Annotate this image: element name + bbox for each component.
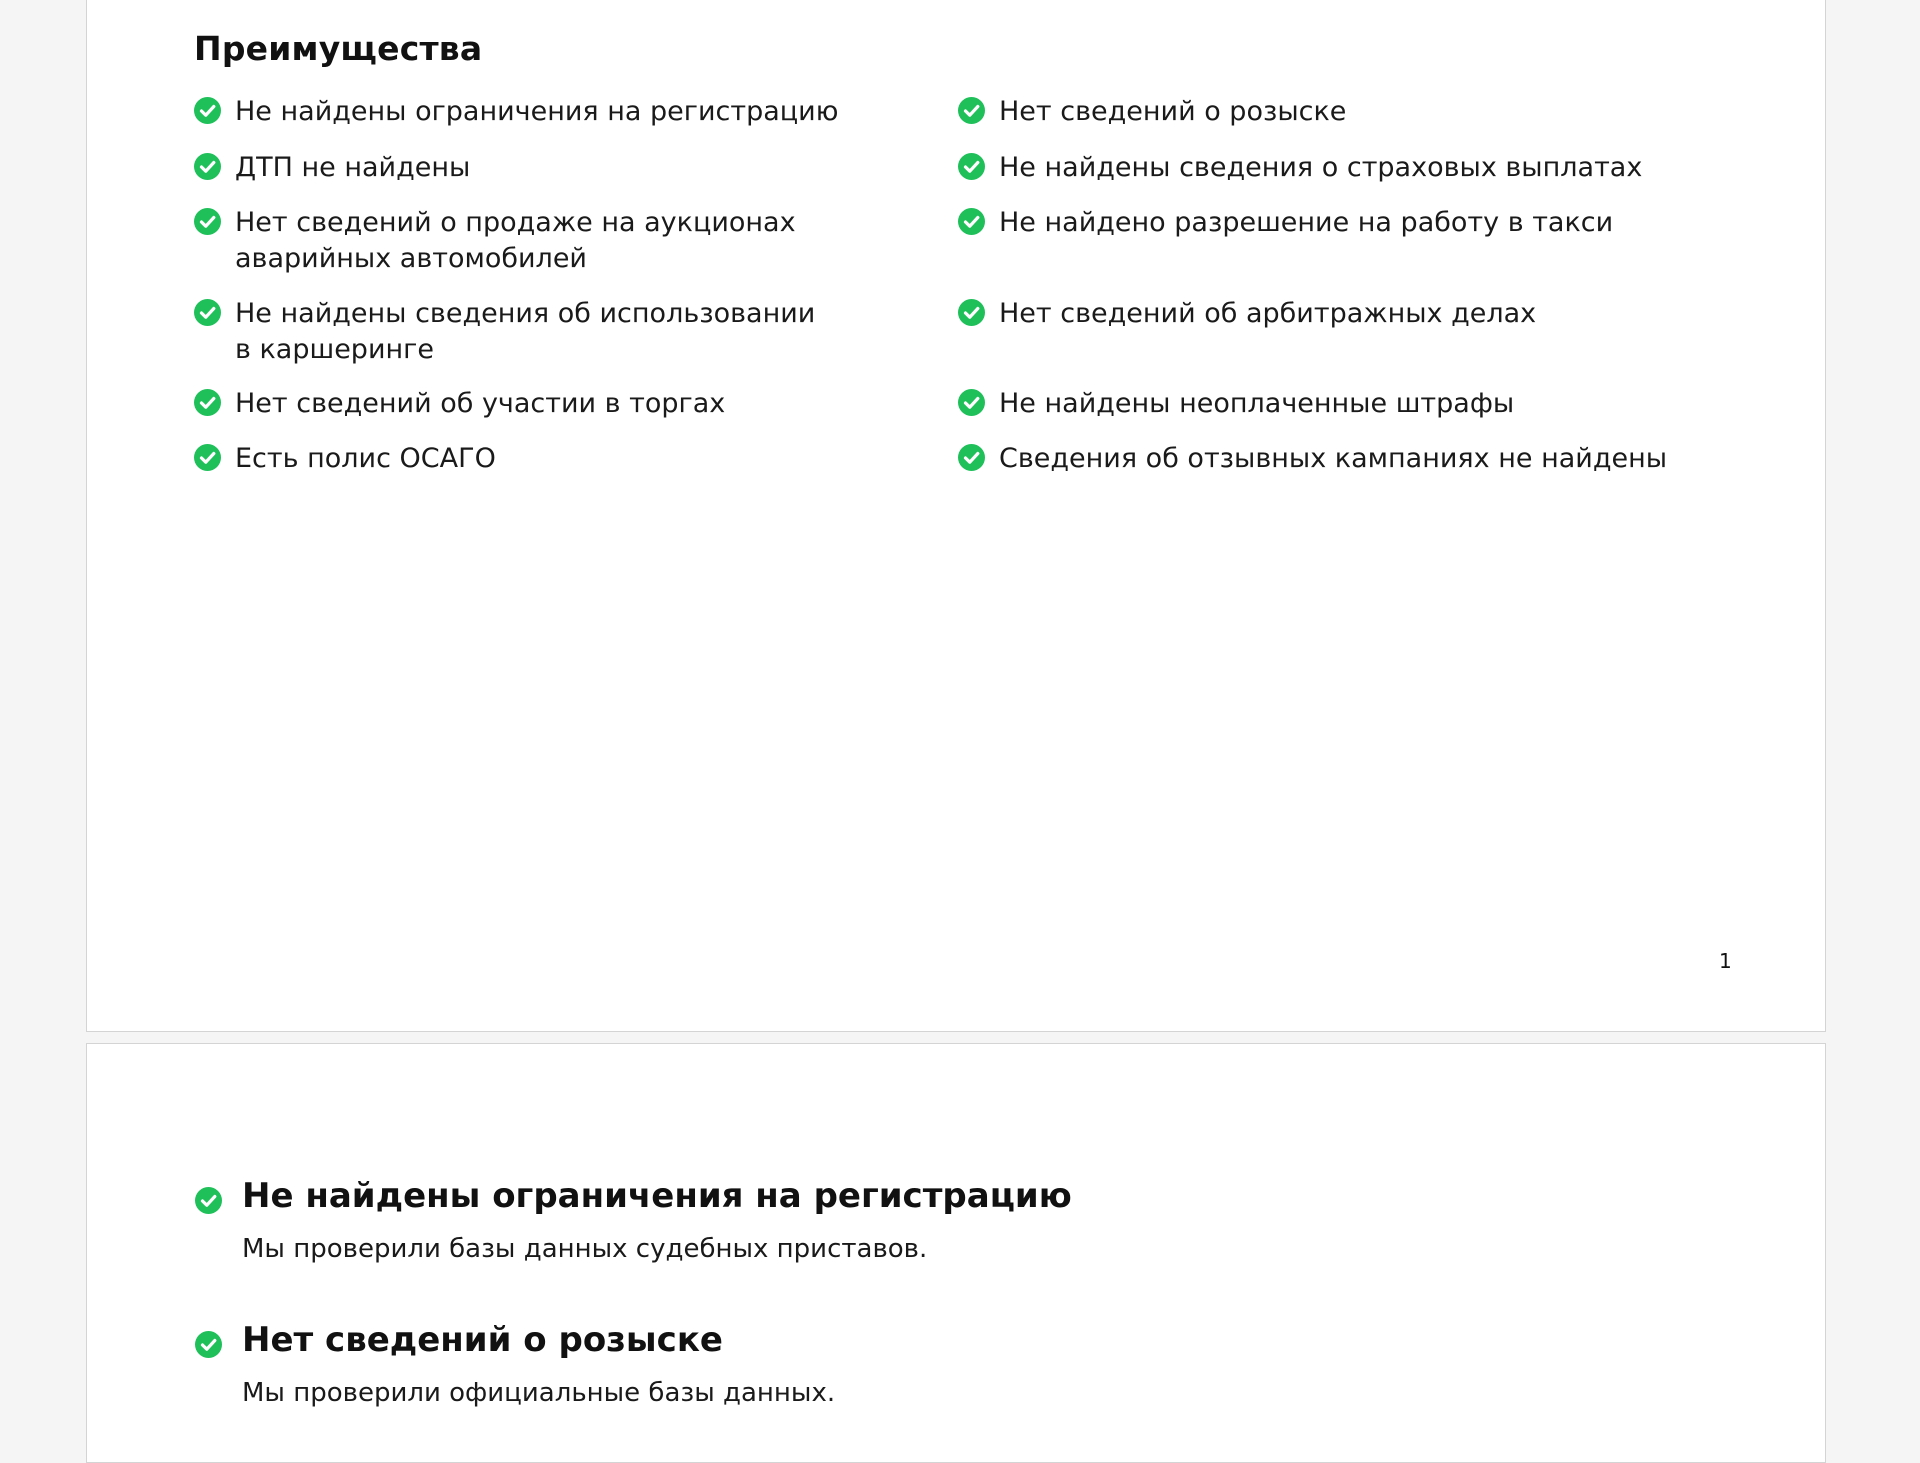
advantage-item: Нет сведений об участии в торгах xyxy=(235,388,726,419)
check-circle-icon xyxy=(958,444,985,471)
check-circle-icon xyxy=(195,1331,222,1358)
advantage-item: Не найдены сведения об использовании в каршеринге xyxy=(235,298,816,365)
check-circle-icon xyxy=(958,389,985,416)
advantage-item: Нет сведений о розыске xyxy=(999,96,1347,127)
report-page-1 xyxy=(86,0,1826,1032)
detail-description: Мы проверили базы данных судебных приставов. xyxy=(242,1234,928,1264)
page-number: 1 xyxy=(1719,949,1732,973)
check-circle-icon xyxy=(958,208,985,235)
check-circle-icon xyxy=(194,208,221,235)
check-circle-icon xyxy=(958,97,985,124)
check-circle-icon xyxy=(194,97,221,124)
advantage-item: Не найдены неоплаченные штрафы xyxy=(999,388,1515,419)
check-circle-icon xyxy=(195,1187,222,1214)
advantage-item: Не найдено разрешение на работу в такси xyxy=(999,207,1614,238)
check-circle-icon xyxy=(194,153,221,180)
check-circle-icon xyxy=(958,153,985,180)
check-circle-icon xyxy=(194,389,221,416)
detail-title: Не найдены ограничения на регистрацию xyxy=(242,1176,1072,1216)
advantage-item: Не найдены сведения о страховых выплатах xyxy=(999,152,1643,183)
advantage-item: Есть полис ОСАГО xyxy=(235,443,496,474)
advantage-item: Не найдены ограничения на регистрацию xyxy=(235,96,839,127)
check-circle-icon xyxy=(194,299,221,326)
advantage-item: Сведения об отзывных кампаниях не найдены xyxy=(999,443,1668,474)
check-circle-icon xyxy=(194,444,221,471)
advantages-title: Преимущества xyxy=(194,29,483,68)
advantage-item: Нет сведений об арбитражных делах xyxy=(999,298,1537,329)
detail-description: Мы проверили официальные базы данных. xyxy=(242,1378,836,1408)
advantage-item: Нет сведений о продаже на аукционах аварийных автомобилей xyxy=(235,207,796,274)
report-page-2 xyxy=(86,1043,1826,1463)
advantage-item: ДТП не найдены xyxy=(235,152,471,183)
check-circle-icon xyxy=(958,299,985,326)
detail-title: Нет сведений о розыске xyxy=(242,1320,723,1360)
